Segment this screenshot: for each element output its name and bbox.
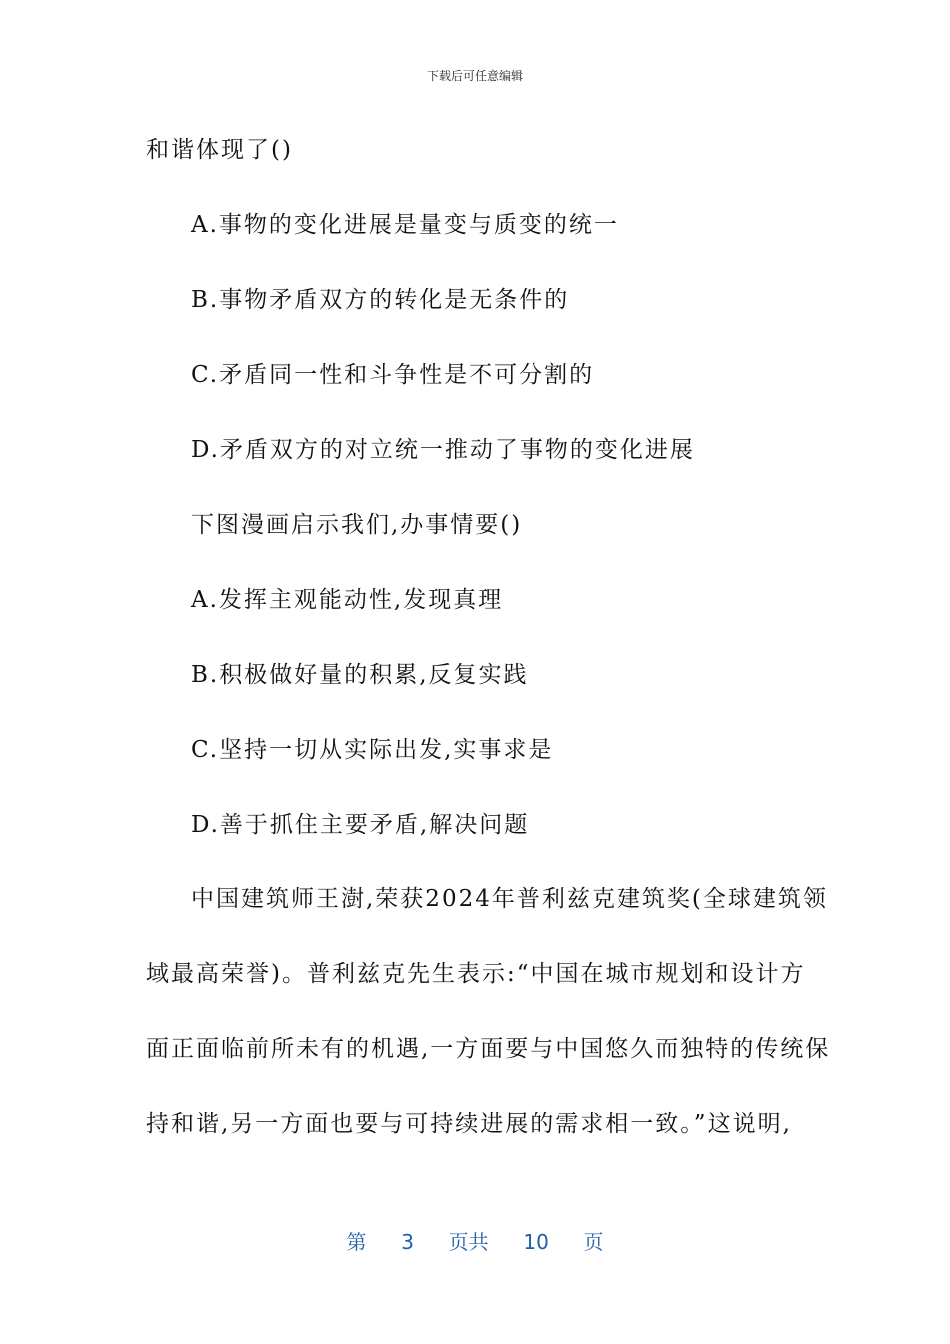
page-total: 10	[523, 1230, 549, 1254]
q2-option-c: C.坚持一切从实际出发,实事求是	[191, 737, 554, 763]
q2-stem: 下图漫画启示我们,办事情要()	[191, 512, 523, 538]
page-prefix: 第	[346, 1230, 367, 1254]
question-stem-continuation: 和谐体现了()	[146, 137, 293, 163]
q3-paragraph-line-1: 中国建筑师王澍,荣获2024年普利兹克建筑奖(全球建筑领	[191, 886, 828, 912]
q3-paragraph-line-3: 面正面临前所未有的机遇,一方面要与中国悠久而独特的传统保	[146, 1036, 831, 1062]
page-mid: 页共	[448, 1230, 489, 1254]
page-suffix: 页	[583, 1230, 604, 1254]
q1-option-d: D.矛盾双方的对立统一推动了事物的变化进展	[191, 437, 695, 463]
q2-option-a: A.发挥主观能动性,发现真理	[191, 587, 504, 613]
q2-option-d: D.善于抓住主要矛盾,解决问题	[191, 812, 530, 838]
page-footer	[0, 1226, 950, 1255]
q1-option-c: C.矛盾同一性和斗争性是不可分割的	[191, 362, 595, 388]
q2-option-b: B.积极做好量的积累,反复实践	[191, 662, 529, 688]
header-note: 下载后可任意编辑	[426, 69, 523, 83]
q3-paragraph-line-2: 域最高荣誉)。普利兹克先生表示:“中国在城市规划和设计方	[146, 961, 806, 987]
q1-option-a: A.事物的变化进展是量变与质变的统一	[191, 212, 619, 238]
q1-option-b: B.事物矛盾双方的转化是无条件的	[191, 287, 570, 313]
q3-paragraph-line-4: 持和谐,另一方面也要与可持续进展的需求相一致。”这说明,	[146, 1111, 792, 1137]
page-number: 3	[401, 1230, 414, 1254]
